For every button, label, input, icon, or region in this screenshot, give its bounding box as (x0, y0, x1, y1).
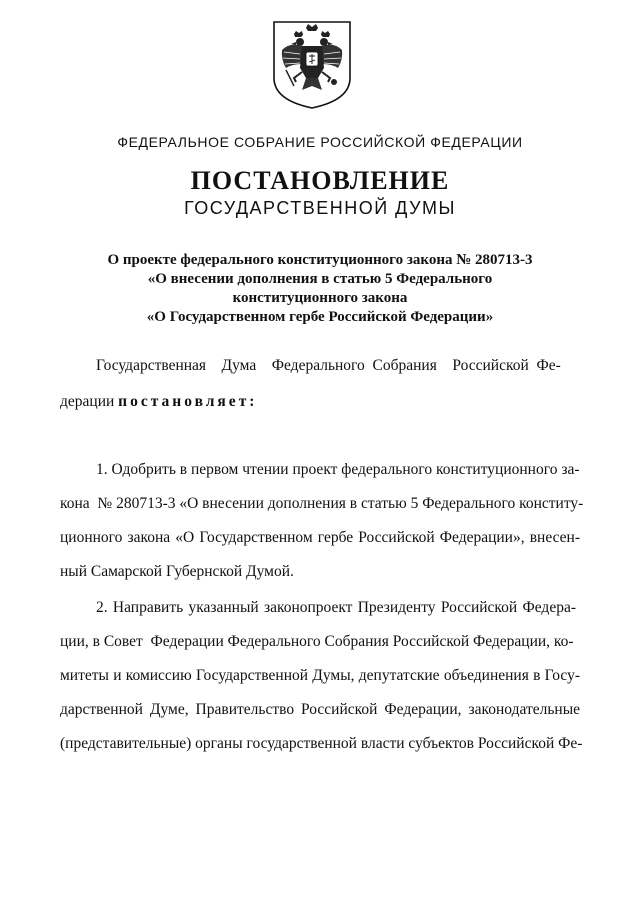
subject-line: «О Государственном гербе Российской Федерации» (146, 309, 494, 325)
subject-line: О проекте федерального конституционного закона № 280713-3 (107, 252, 533, 268)
preamble-text: дерации (60, 393, 115, 410)
item-2-line: 2. Направить указанный законопроект Президенту Российской Федера- (96, 599, 576, 616)
item-1-line: кона № 280713-3 «О внесении дополнения в статью 5 Федерального конститу- (60, 495, 584, 512)
double-headed-eagle-emblem-icon (272, 20, 352, 110)
document-type-title: ПОСТАНОВЛЕНИЕ (190, 166, 450, 195)
parliament-name: ФЕДЕРАЛЬНОЕ СОБРАНИЕ РОССИЙСКОЙ ФЕДЕРАЦИИ (117, 134, 523, 150)
item-1-line: 1. Одобрить в первом чтении проект федерального конституционного за- (96, 461, 580, 478)
item-2-line: (представительные) органы государственной власти субъектов Российской Фе- (60, 735, 583, 752)
subject-line: «О внесении дополнения в статью 5 Федерального (147, 271, 493, 287)
item-2-line: митеты и комиссию Государственной Думы, депутатские объединения в Госу- (60, 667, 580, 684)
document-issuer: ГОСУДАРСТВЕННОЙ ДУМЫ (184, 198, 456, 218)
item-2-line: ции, в Совет Федерации Федерального Собрания Российской Федерации, ко- (60, 633, 574, 650)
preamble-line (60, 392, 580, 412)
preamble-line: Государственная Дума Федерального Собрания Российской Фе- (96, 357, 561, 374)
item-1-line: ционного закона «О Государственном гербе Российской Федерации», внесен- (60, 529, 580, 546)
resolves-word: постановляет: (118, 393, 258, 410)
item-1-line: ный Самарской Губернской Думой. (60, 563, 294, 580)
subject-line: конституционного закона (232, 290, 408, 306)
item-2-line: дарственной Думе, Правительство Российской Федерации, законодательные (60, 701, 580, 718)
document-subject (60, 251, 580, 327)
